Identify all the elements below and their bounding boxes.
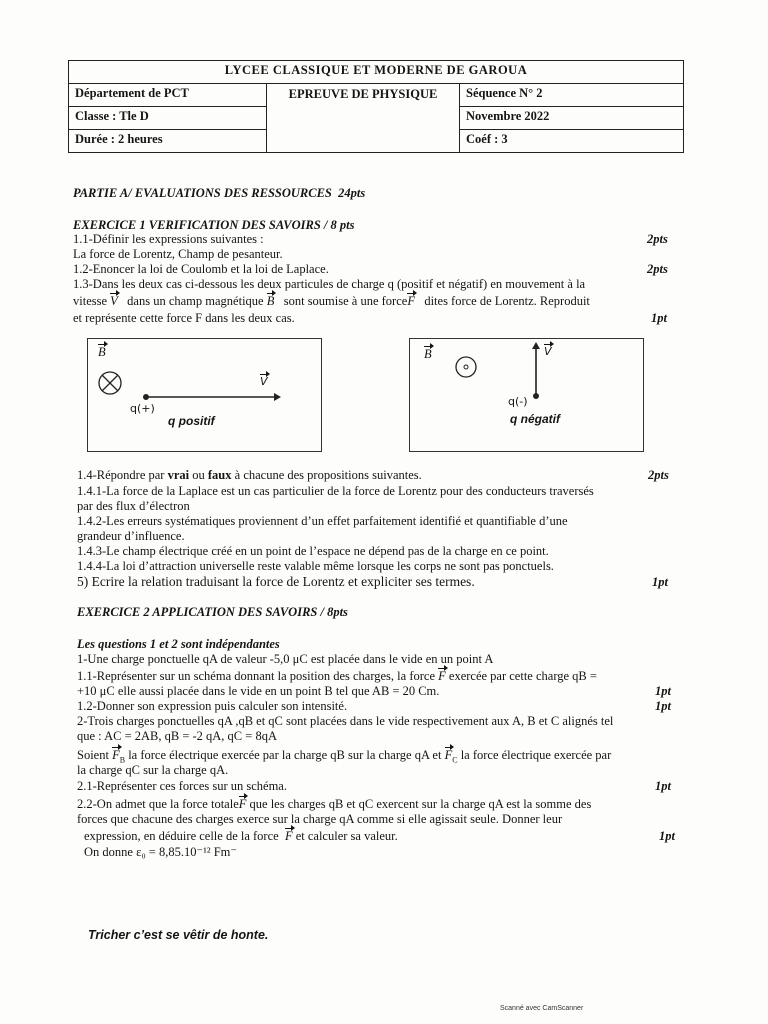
header-table: [68, 60, 684, 153]
b-field-label: B: [424, 347, 432, 361]
sequence: Séquence N° 2: [460, 84, 684, 107]
ex1-title: EXERCICE 1 VERIFICATION DES SAVOIRS / 8 pts: [73, 218, 355, 232]
ex2-q1-1-line2: +10 μC elle aussi placée dans le vide en un point B tel que AB = 20 Cm.: [77, 684, 440, 698]
ex2-q1-2: 1.2-Donner son expression puis calculer son intensité.: [77, 699, 348, 713]
q1-4: 1.4-Répondre par vrai ou faux à chacune des propositions suivantes.: [77, 468, 422, 482]
b-field-label: B: [98, 345, 106, 359]
exam-date: Novembre 2022: [460, 107, 684, 130]
scanner-watermark: Scanné avec CamScanner: [500, 1005, 584, 1012]
caption-q-positif: q positif: [168, 414, 215, 428]
particle-dot: [533, 393, 539, 399]
ex2-q2-1: 2.1-Représenter ces forces sur un schéma.: [77, 779, 287, 793]
ex2-note: Les questions 1 et 2 sont indépendantes: [77, 637, 280, 651]
q1-3-line1: 1.3-Dans les deux cas ci-dessous les deux particules de charge q (positif et négatif) en mouvement à la: [73, 277, 586, 291]
duration: Durée : 2 heures: [69, 130, 267, 153]
figure-q-positif: [87, 338, 322, 452]
q1-4-3: 1.4.3-Le champ électrique créé en un point de l’espace ne dépend pas de la charge en ce point.: [77, 544, 549, 558]
footer-motto: Tricher c’est se vêtir de honte.: [88, 928, 269, 942]
q1-4-2-line2: grandeur d’influence.: [77, 529, 185, 543]
q1-3-line3: et représente cette force F dans les deux cas.: [73, 311, 295, 325]
ex2-q2-line3: Soient $F_B$ la force électrique exercée par la charge qB sur la charge qA et $F_C$ la force électrique exercée par: [77, 748, 612, 765]
q1-2: 1.2-Enoncer la loi de Coulomb et la loi de Laplace.: [73, 262, 329, 276]
charge-label-negative: q(-): [508, 395, 528, 408]
q1-3-line2: vitesse V dans un champ magnétique B sont soumise à une forceF dites force de Lorentz. Reproduit: [73, 294, 590, 308]
q5: 5) Ecrire la relation traduisant la force de Lorentz et expliciter ses termes.: [77, 574, 475, 589]
q1-1-points: 2pts: [647, 232, 668, 246]
q1-4-2-line1: 1.4.2-Les erreurs systématiques proviennent d’un effet parfaitement identifié et quantifiable d’une: [77, 514, 568, 528]
school-name: LYCEE CLASSIQUE ET MODERNE DE GAROUA: [69, 61, 684, 84]
q1-4-1-line2: par des flux d’électron: [77, 499, 190, 513]
ex2-q2-1-points: 1pt: [655, 779, 671, 793]
field-out-of-page-icon: [456, 357, 476, 377]
q1-2-points: 2pts: [647, 262, 668, 276]
ex2-q1-2-points: 1pt: [655, 699, 671, 713]
ex2-q2-2-line3: expression, en déduire celle de la force F et calculer sa valeur.: [84, 829, 398, 843]
ex2-q2-2-line2: forces que chacune des charges exerce sur la charge qA comme si elle agissait seule. Donner leur: [77, 812, 563, 826]
charge-label-positive: q(+): [130, 402, 155, 415]
department: Département de PCT: [69, 84, 267, 107]
q1-4-points: 2pts: [648, 468, 669, 482]
ex2-q2-line1: 2-Trois charges ponctuelles qA ,qB et qC sont placées dans le vide respectivement aux A, B et C alignés tel: [77, 714, 614, 728]
q1-4-4: 1.4.4-La loi d’attraction universelle reste valable même lorsque les corps ne sont pas ponctuels.: [77, 559, 554, 573]
ex2-given-constant: On donne ε₀ = 8,85.10⁻¹² Fm⁻: [84, 845, 237, 859]
v-label: V: [544, 345, 552, 358]
q1-1: 1.1-Définir les expressions suivantes :: [73, 232, 264, 246]
ex2-q1-1-points: 1pt: [655, 684, 671, 698]
ex2-title: EXERCICE 2 APPLICATION DES SAVOIRS / 8pts: [77, 605, 348, 619]
ex2-q2-line4: la charge qC sur la charge qA.: [77, 763, 229, 777]
part-a-heading: PARTIE A/ EVALUATIONS DES RESSOURCES 24pts: [73, 186, 366, 200]
ex2-q1: 1-Une charge ponctuelle qA de valeur -5,0 μC est placée dans le vide en un point A: [77, 652, 494, 666]
class: Classe : Tle D: [69, 107, 267, 130]
ex2-q1-1-line1: 1.1-Représenter sur un schéma donnant la position des charges, la force F exercée par cette charge qB =: [77, 669, 597, 683]
ex2-q2-line2: que : AC = 2AB, qB = -2 qA, qC = 8qA: [77, 729, 277, 743]
v-label: V: [260, 375, 268, 388]
figure-q-negatif: [409, 338, 644, 452]
ex2-q2-2-points: 1pt: [659, 829, 675, 843]
exam-title: EPREUVE DE PHYSIQUE: [267, 84, 460, 153]
caption-q-negatif: q négatif: [510, 412, 560, 426]
q1-4-1-line1: 1.4.1-La force de la Laplace est un cas particulier de la force de Lorentz pour des conducteurs traversés: [77, 484, 594, 498]
q1-3-points: 1pt: [651, 311, 667, 325]
coef: Coéf : 3: [460, 130, 684, 153]
particle-dot: [143, 394, 149, 400]
q5-points: 1pt: [652, 575, 668, 589]
ex2-q2-2-line1: 2.2-On admet que la force totaleF que les charges qB et qC exercent sur la charge qA est la somme des: [77, 797, 592, 811]
figure-1-drawing: [88, 339, 321, 451]
q1-1-terms: La force de Lorentz, Champ de pesanteur.: [73, 247, 283, 261]
